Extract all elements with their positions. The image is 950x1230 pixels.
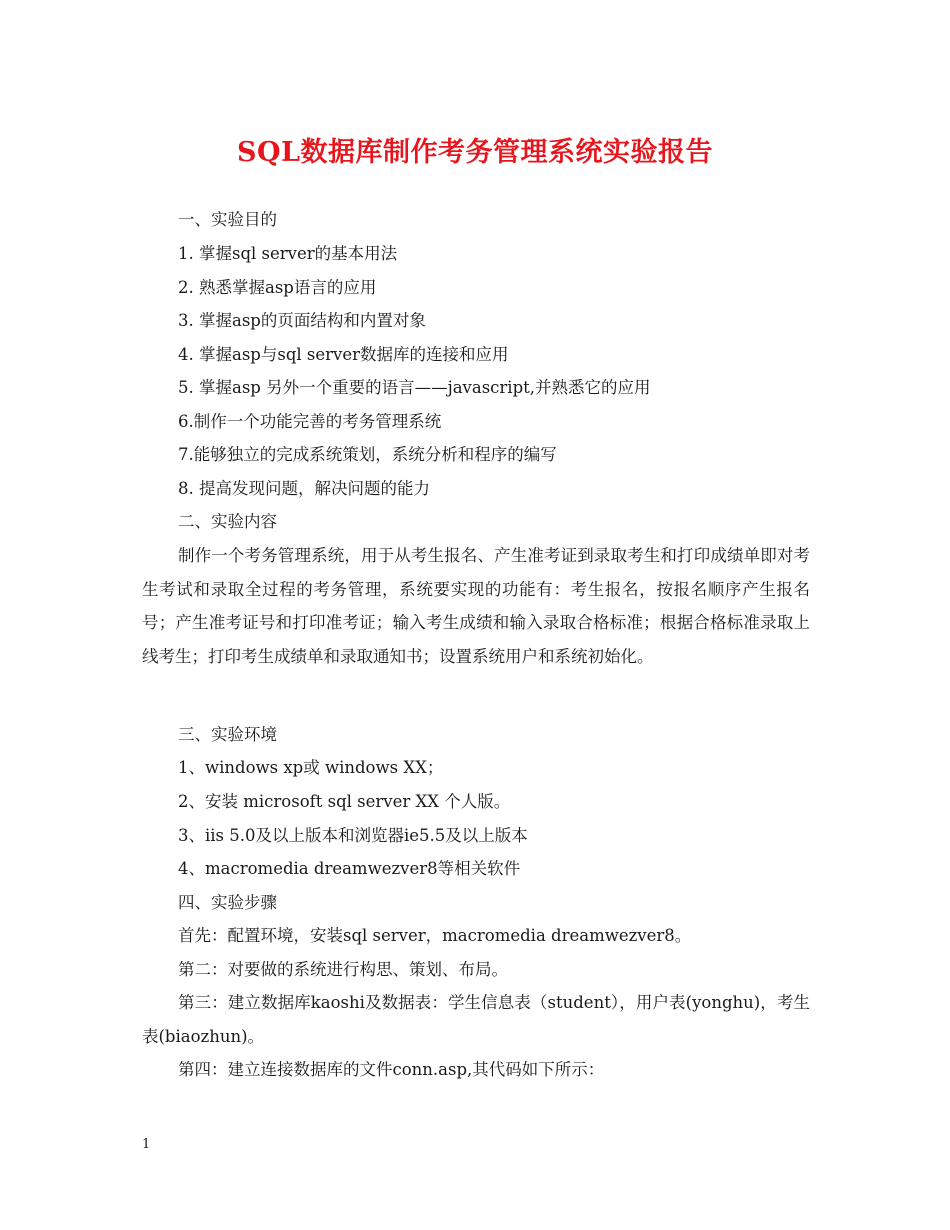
objective-item: 7.能够独立的完成系统策划，系统分析和程序的编写 xyxy=(178,445,557,464)
objective-item: 8. 提高发现问题，解决问题的能力 xyxy=(178,479,430,498)
section-heading-steps: 四、实验步骤 xyxy=(178,893,277,912)
step-item: 第二：对要做的系统进行构思、策划、布局。 xyxy=(178,960,508,979)
section-heading-objectives: 一、实验目的 xyxy=(178,210,277,229)
step-item: 第四：建立连接数据库的文件conn.asp,其代码如下所示： xyxy=(178,1060,605,1079)
section-heading-environment: 三、实验环境 xyxy=(178,725,277,744)
objective-item: 6.制作一个功能完善的考务管理系统 xyxy=(178,412,442,431)
objective-item: 4. 掌握asp与sql server数据库的连接和应用 xyxy=(178,345,509,364)
objective-item: 3. 掌握asp的页面结构和内置对象 xyxy=(178,311,426,330)
step-item: 首先：配置环境，安装sql server，macromedia dreamwezver8。 xyxy=(178,926,692,945)
environment-item: 4、macromedia dreamwezver8等相关软件 xyxy=(178,859,521,878)
page-number: 1 xyxy=(142,1137,151,1152)
objective-item: 2. 熟悉掌握asp语言的应用 xyxy=(178,278,377,297)
environment-item: 3、iis 5.0及以上版本和浏览器ie5.5及以上版本 xyxy=(178,826,528,845)
section-heading-content: 二、实验内容 xyxy=(178,512,277,531)
step-item: 第三：建立数据库kaoshi及数据表：学生信息表（student），用户表(yonghu)，考生表(biaozhun)。 xyxy=(142,993,810,1046)
document-title: SQL数据库制作考务管理系统实验报告 xyxy=(236,137,713,168)
content-paragraph: 制作一个考务管理系统，用于从考生报名、产生准考证到录取考生和打印成绩单即对考生考试和录取全过程的考务管理，系统要实现的功能有：考生报名，按报名顺序产生报名号；产生准考证号和打印准考证；输入考生成绩和输入录取合格标准；根据合格标准录取上线考生；打印考生成绩单和录取通知书；设置系统用户和系统初始化。 xyxy=(142,546,810,666)
environment-item: 2、安装 microsoft sql server XX 个人版。 xyxy=(178,792,511,811)
objective-item: 5. 掌握asp 另外一个重要的语言——javascript,并熟悉它的应用 xyxy=(178,378,651,397)
environment-item: 1、windows xp或 windows XX； xyxy=(178,758,444,777)
objective-item: 1. 掌握sql server的基本用法 xyxy=(178,244,398,263)
